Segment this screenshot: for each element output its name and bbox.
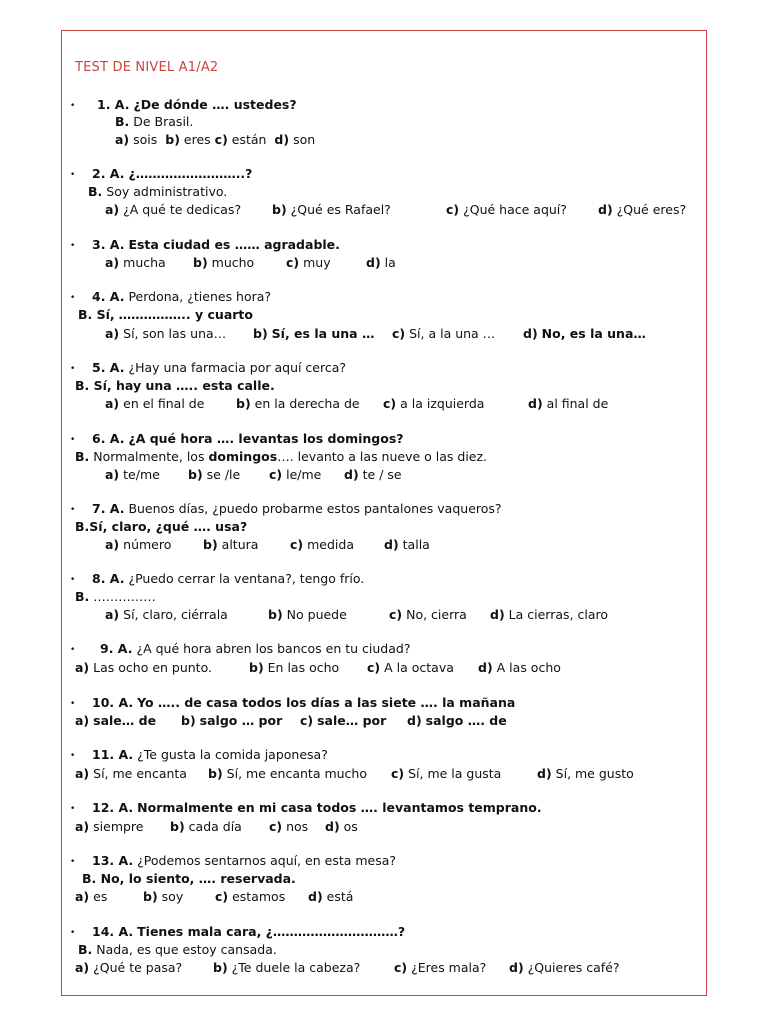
options-1: a) sois b) eres c) están d) son	[115, 132, 316, 147]
test-title: TEST DE NIVEL A1/A2	[75, 60, 219, 75]
bullet: •	[70, 170, 76, 180]
options-12-c: c) nos	[269, 819, 309, 834]
question-1: 1. A. ¿De dónde …. ustedes?	[97, 97, 297, 112]
options-13-c: c) estamos	[215, 889, 286, 904]
bullet: •	[70, 645, 76, 655]
options-12-a: a) siempre	[75, 819, 144, 834]
bullet: •	[70, 505, 76, 515]
options-8-d: d) La cierras, claro	[490, 607, 608, 622]
options-6-d: d) te / se	[344, 467, 402, 482]
bullet: •	[70, 241, 76, 251]
question-7: 7. A. Buenos días, ¿puedo probarme estos pantalones vaqueros?	[92, 501, 502, 516]
bullet: •	[70, 751, 76, 761]
options-7-a: a) número	[105, 537, 172, 552]
bullet: •	[70, 293, 76, 303]
options-13-b: b) soy	[143, 889, 184, 904]
bullet: •	[70, 575, 76, 585]
answer-b-14: B. Nada, es que estoy cansada.	[78, 942, 277, 957]
answer-b-6: B. Normalmente, los domingos…. levanto a las nueve o las diez.	[75, 449, 488, 464]
options-11-c: c) Sí, me la gusta	[391, 766, 502, 781]
options-4-c: c) Sí, a la una …	[392, 326, 496, 341]
answer-b-1: B. De Brasil.	[115, 114, 194, 129]
options-10-b: b) salgo … por	[181, 713, 283, 728]
bullet: •	[70, 364, 76, 374]
options-6-c: c) le/me	[269, 467, 322, 482]
options-4-a: a) Sí, son las una…	[105, 326, 227, 341]
bullet: •	[70, 928, 76, 938]
options-11-b: b) Sí, me encanta mucho	[208, 766, 367, 781]
options-5-c: c) a la izquierda	[383, 396, 485, 411]
options-8-c: c) No, cierra	[389, 607, 467, 622]
bullet: •	[70, 435, 76, 445]
options-4-b: b) Sí, es la una …	[253, 326, 375, 341]
question-12: 12. A. Normalmente en mi casa todos …. levantamos temprano.	[92, 800, 542, 815]
options-9-a: a) Las ocho en punto.	[75, 660, 212, 675]
options-9-d: d) A las ocho	[478, 660, 561, 675]
options-5-d: d) al final de	[528, 396, 609, 411]
question-5: 5. A. ¿Hay una farmacia por aquí cerca?	[92, 360, 347, 375]
answer-b-4: B. Sí, …………….. y cuarto	[78, 307, 253, 322]
question-3: 3. A. Esta ciudad es …… agradable.	[92, 237, 340, 252]
answer-b-13: B. No, lo siento, …. reservada.	[82, 871, 296, 886]
answer-b-2: B. Soy administrativo.	[88, 184, 228, 199]
options-8-b: b) No puede	[268, 607, 347, 622]
options-11-d: d) Sí, me gusto	[537, 766, 634, 781]
options-8-a: a) Sí, claro, ciérrala	[105, 607, 228, 622]
question-8: 8. A. ¿Puedo cerrar la ventana?, tengo frío.	[92, 571, 365, 586]
options-6-b: b) se /le	[188, 467, 241, 482]
options-4-d: d) No, es la una…	[523, 326, 646, 341]
options-10-c: c) sale… por	[300, 713, 387, 728]
options-13-d: d) está	[308, 889, 354, 904]
options-5-b: b) en la derecha de	[236, 396, 360, 411]
bullet: •	[70, 101, 76, 111]
question-14: 14. A. Tienes mala cara, ¿…………………………?	[92, 924, 406, 939]
question-9: 9. A. ¿A qué hora abren los bancos en tu ciudad?	[100, 641, 411, 656]
options-9-b: b) En las ocho	[249, 660, 340, 675]
options-2-a: a) ¿A qué te dedicas?	[105, 202, 242, 217]
options-3-b: b) mucho	[193, 255, 255, 270]
question-4: 4. A. Perdona, ¿tienes hora?	[92, 289, 272, 304]
options-14-b: b) ¿Te duele la cabeza?	[213, 960, 361, 975]
options-2-c: c) ¿Qué hace aquí?	[446, 202, 567, 217]
options-2-d: d) ¿Qué eres?	[598, 202, 687, 217]
options-9-c: c) A la octava	[367, 660, 454, 675]
question-11: 11. A. ¿Te gusta la comida japonesa?	[92, 747, 328, 762]
options-3-d: d) la	[366, 255, 396, 270]
options-3-a: a) mucha	[105, 255, 166, 270]
options-14-d: d) ¿Quieres café?	[509, 960, 620, 975]
answer-b-7: B.Sí, claro, ¿qué …. usa?	[75, 519, 248, 534]
options-10-a: a) sale… de	[75, 713, 157, 728]
bullet: •	[70, 857, 76, 867]
options-6-a: a) te/me	[105, 467, 160, 482]
options-7-b: b) altura	[203, 537, 259, 552]
options-11-a: a) Sí, me encanta	[75, 766, 187, 781]
options-14-a: a) ¿Qué te pasa?	[75, 960, 183, 975]
answer-b-5: B. Sí, hay una ….. esta calle.	[75, 378, 275, 393]
question-13: 13. A. ¿Podemos sentarnos aquí, en esta mesa?	[92, 853, 397, 868]
options-10-d: d) salgo …. de	[407, 713, 507, 728]
options-7-c: c) medida	[290, 537, 354, 552]
question-6: 6. A. ¿A qué hora …. levantas los domingos?	[92, 431, 404, 446]
bullet: •	[70, 699, 76, 709]
question-2: 2. A. ¿……………………..?	[92, 166, 253, 181]
options-12-b: b) cada día	[170, 819, 242, 834]
options-13-a: a) es	[75, 889, 108, 904]
question-10: 10. A. Yo ….. de casa todos los días a las siete …. la mañana	[92, 695, 516, 710]
options-7-d: d) talla	[384, 537, 430, 552]
options-12-d: d) os	[325, 819, 358, 834]
options-2-b: b) ¿Qué es Rafael?	[272, 202, 391, 217]
options-14-c: c) ¿Eres mala?	[394, 960, 487, 975]
answer-b-8: B. ……………	[75, 589, 156, 604]
bullet: •	[70, 804, 76, 814]
options-5-a: a) en el final de	[105, 396, 205, 411]
options-3-c: c) muy	[286, 255, 331, 270]
